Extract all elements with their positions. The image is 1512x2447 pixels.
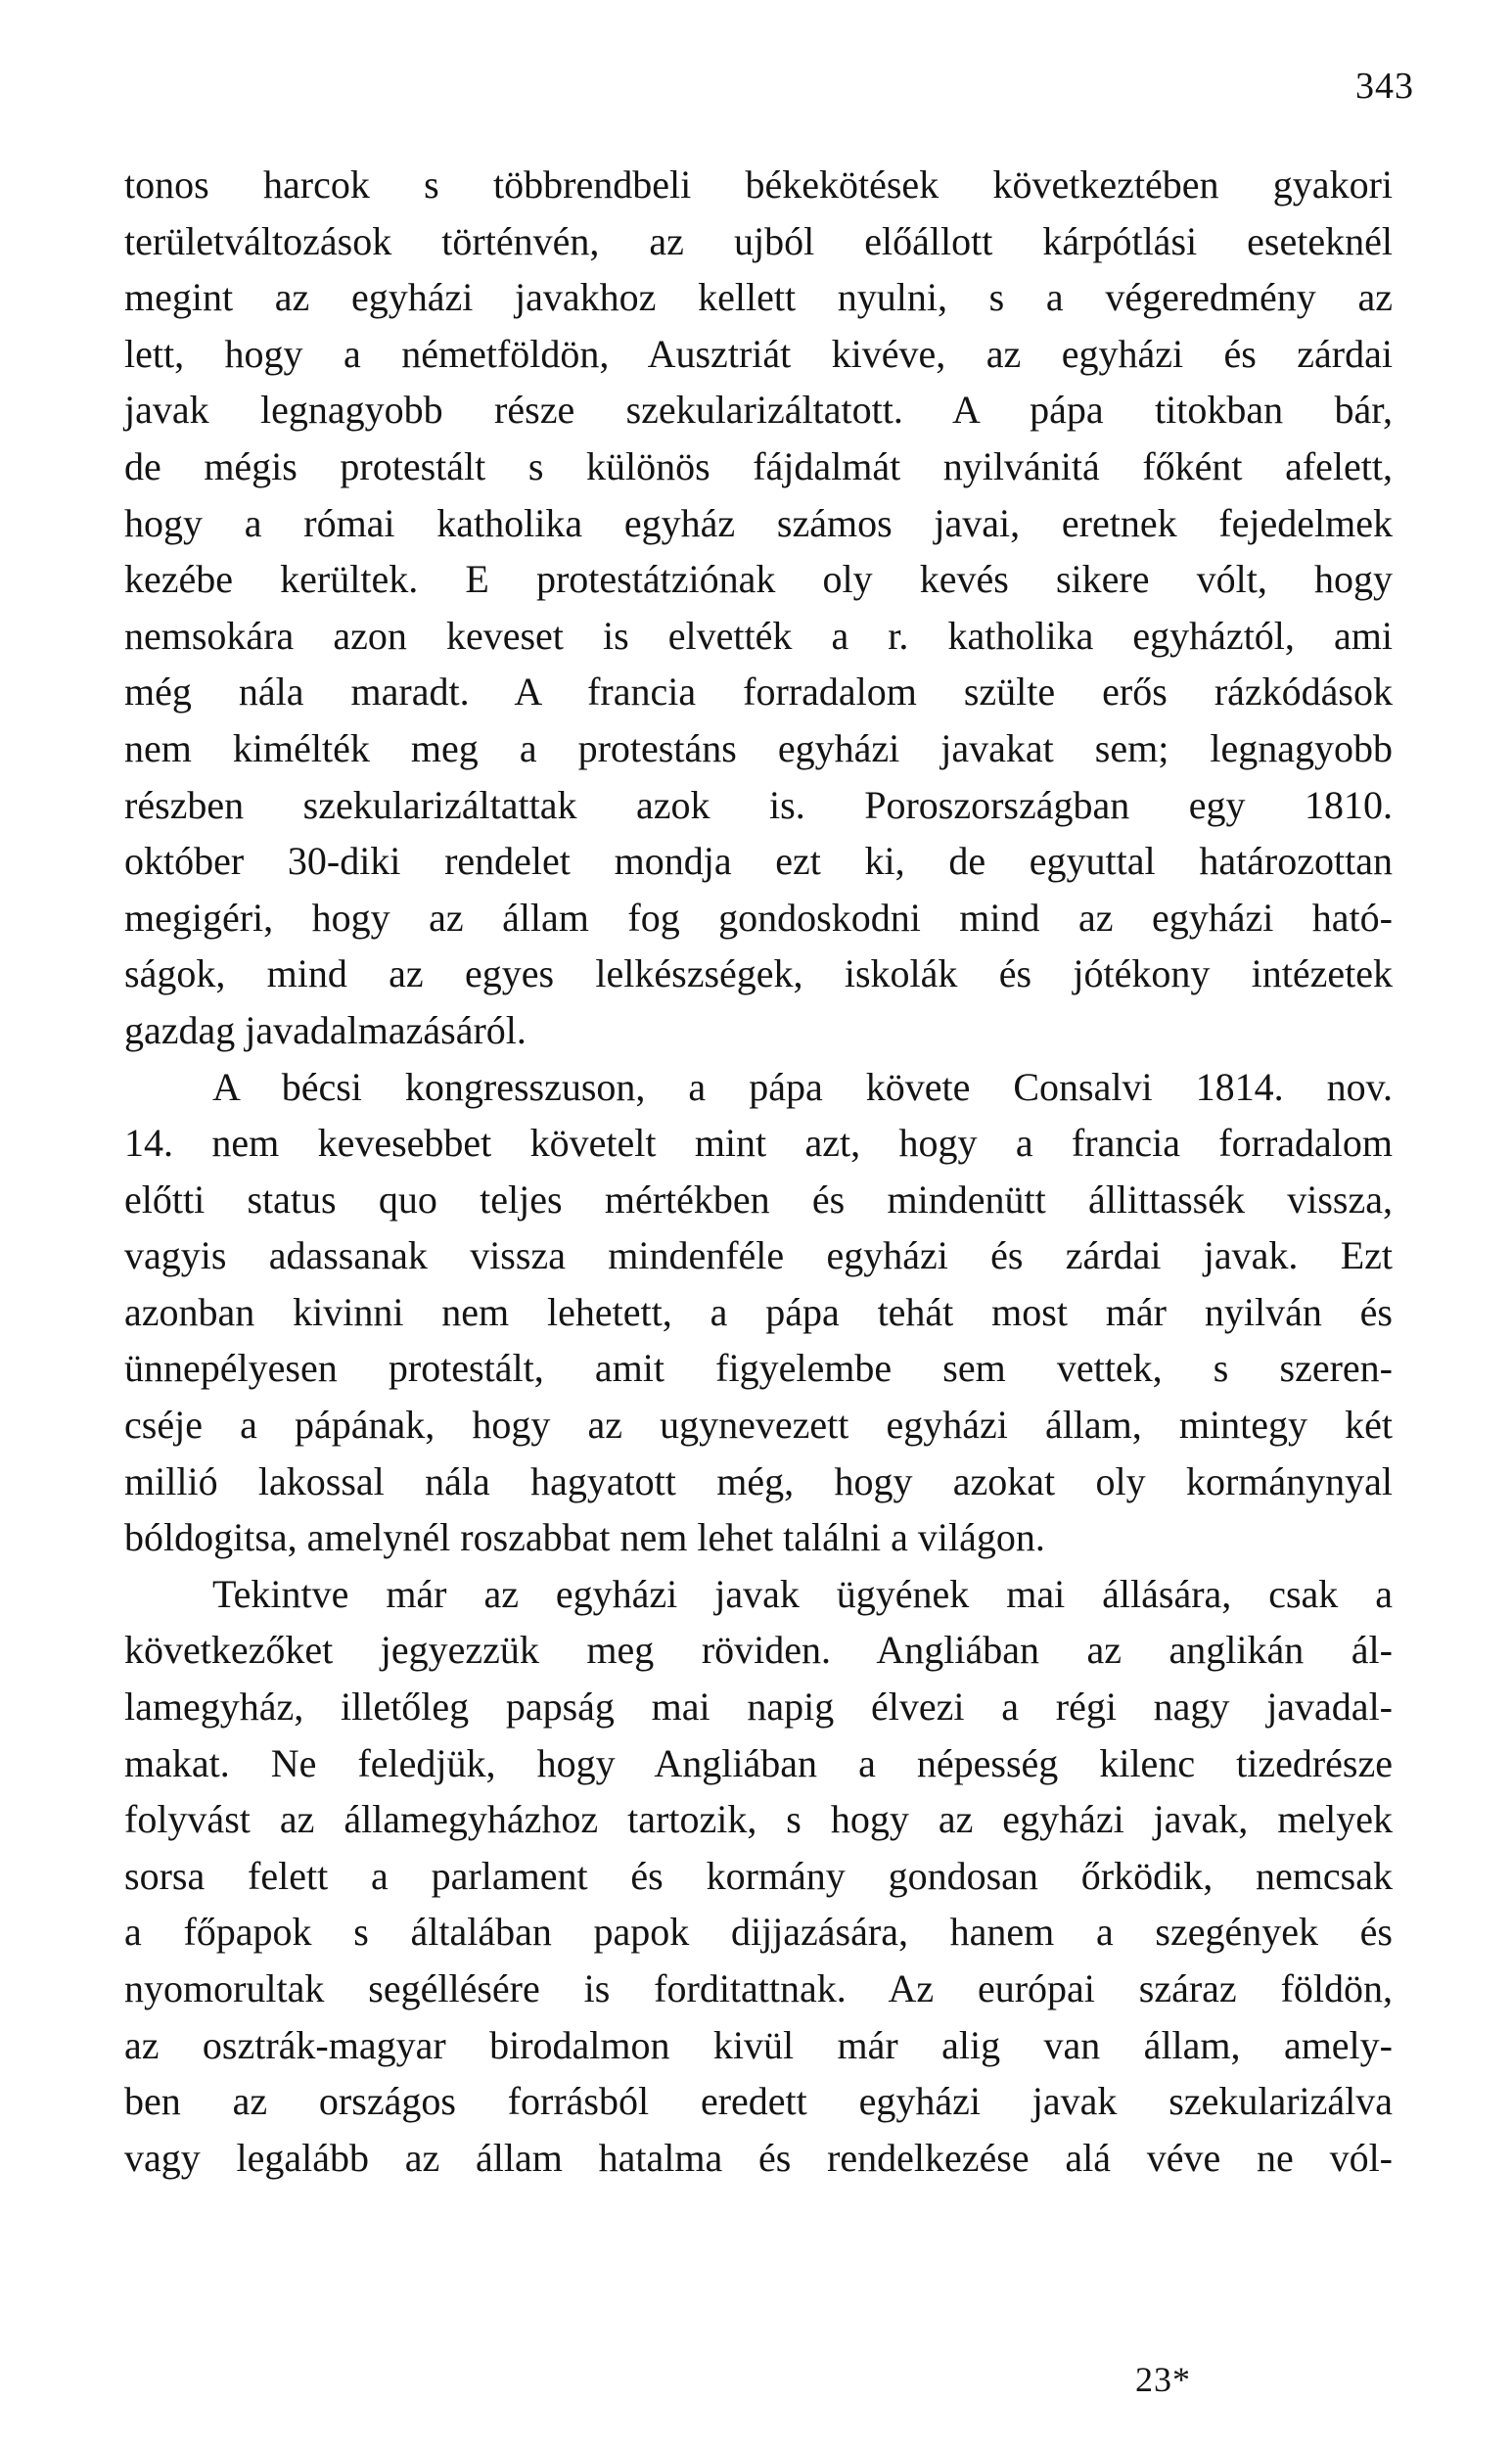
text-line: nem kimélték meg a protestáns egyházi javakat sem; legnagyobb xyxy=(124,725,1393,770)
text-line: megigéri, hogy az állam fog gondoskodni mind az egyházi ható- xyxy=(124,895,1393,940)
text-line: gazdag javadalmazásáról. xyxy=(124,1007,527,1052)
text-line: A bécsi kongresszuson, a pápa követe Consalvi 1814. nov. xyxy=(212,1064,1393,1109)
text-line: bóldogitsa, amelynél roszabbat nem lehet találni a világon. xyxy=(124,1515,1045,1560)
text-line: sorsa felett a parlament és kormány gondosan őrködik, nemcsak xyxy=(124,1853,1393,1898)
text-line: Tekintve már az egyházi javak ügyének mai állására, csak a xyxy=(212,1571,1393,1616)
text-line: azonban kivinni nem lehetett, a pápa tehát most már nyilván és xyxy=(124,1289,1393,1334)
text-line: javak legnagyobb része szekularizáltatott. A pápa titokban bár, xyxy=(124,388,1393,433)
text-line: nemsokára azon keveset is elvették a r. katholika egyháztól, ami xyxy=(124,613,1393,658)
text-line: millió lakossal nála hagyatott még, hogy azokat oly kormánynyal xyxy=(124,1458,1393,1503)
text-line: tonos harcok s többrendbeli békekötések következtében gyakori xyxy=(124,162,1393,207)
text-line: hogy a római katholika egyház számos javai, eretnek fejedelmek xyxy=(124,500,1393,545)
text-line: cséje a pápának, hogy az ugynevezett egyházi állam, mintegy két xyxy=(124,1403,1393,1448)
text-line: ságok, mind az egyes lelkészségek, iskolák és jótékony intézetek xyxy=(124,951,1393,996)
page-number: 343 xyxy=(1355,66,1414,107)
text-line: megint az egyházi javakhoz kellett nyulni, s a végeredmény az xyxy=(124,275,1393,320)
text-line: következőket jegyezzük meg röviden. Angliában az anglikán ál- xyxy=(124,1628,1393,1673)
text-line: lamegyház, illetőleg papság mai napig élvezi a régi nagy javadal- xyxy=(124,1685,1393,1730)
text-line: folyvást az államegyházhoz tartozik, s hogy az egyházi javak, melyek xyxy=(124,1797,1393,1842)
text-line: makat. Ne feledjük, hogy Angliában a népesség kilenc tizedrésze xyxy=(124,1740,1393,1785)
text-line: lett, hogy a németföldön, Ausztriát kivéve, az egyházi és zárdai xyxy=(124,331,1393,376)
text-line: október 30-diki rendelet mondja ezt ki, de egyuttal határozottan xyxy=(124,839,1393,884)
text-line: 14. nem kevesebbet követelt mint azt, hogy a francia forradalom xyxy=(124,1121,1393,1166)
text-line: ben az országos forrásból eredett egyházi javak szekularizálva xyxy=(124,2079,1393,2124)
text-line: vagy legalább az állam hatalma és rendelkezése alá véve ne vól- xyxy=(124,2135,1393,2180)
text-line: de mégis protestált s különös fájdalmát nyilvánitá főként afelett, xyxy=(124,443,1393,488)
text-line: előtti status quo teljes mértékben és mindenütt állittassék vissza, xyxy=(124,1177,1393,1222)
text-line: az osztrák-magyar birodalmon kivül már alig van állam, amely- xyxy=(124,2022,1393,2067)
text-body xyxy=(124,157,1393,2186)
text-line: ünnepélyesen protestált, amit figyelembe sem vettek, s szeren- xyxy=(124,1346,1393,1391)
text-line: részben szekularizáltattak azok is. Poroszországban egy 1810. xyxy=(124,782,1393,827)
text-line: területváltozások történvén, az ujból előállott kárpótlási eseteknél xyxy=(124,218,1393,263)
text-line: még nála maradt. A francia forradalom szülte erős rázkódások xyxy=(124,669,1393,715)
text-line: vagyis adassanak vissza mindenféle egyházi és zárdai javak. Ezt xyxy=(124,1233,1393,1278)
signature-mark: 23* xyxy=(1135,2360,1191,2399)
text-line: nyomorultak segéllésére is forditattnak. Az európai száraz földön, xyxy=(124,1966,1393,2010)
text-line: a főpapok s általában papok dijjazására, hanem a szegények és xyxy=(124,1910,1393,1955)
text-line: kezébe kerültek. E protestátziónak oly kevés sikere vólt, hogy xyxy=(124,557,1393,602)
